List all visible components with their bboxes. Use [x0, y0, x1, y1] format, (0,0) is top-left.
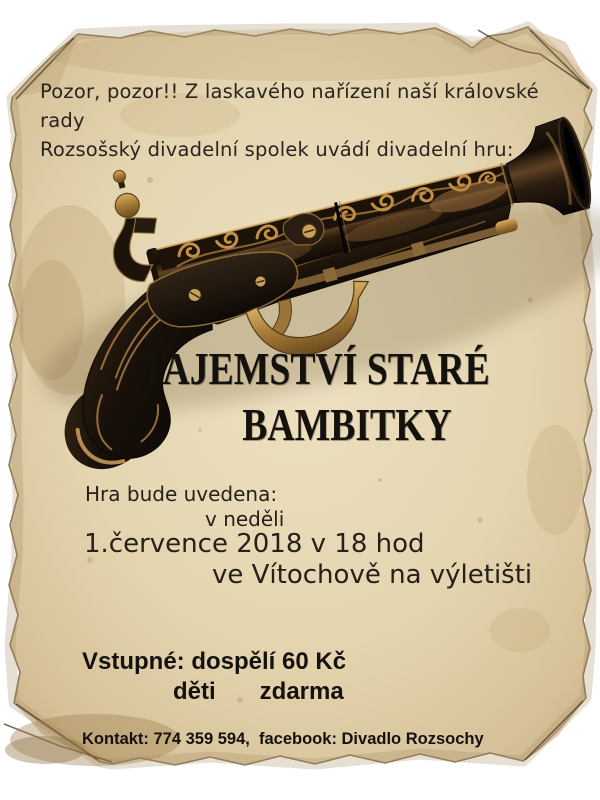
play-title-line-1: TAJEMSTVÍ STARÉ: [140, 343, 490, 394]
price-adults: Vstupné: dospělí 60 Kč: [82, 648, 347, 675]
schedule-day: v neděli: [205, 507, 285, 531]
price-children-label: děti: [173, 678, 216, 705]
intro-line-2: Rozsošský divadelní spolek uvádí divadelní hru:: [40, 138, 514, 161]
schedule-datetime: 1.července 2018 v 18 hod: [84, 529, 425, 559]
schedule-heading: Hra bude uvedena:: [85, 482, 278, 506]
intro-text: [40, 77, 585, 164]
schedule-venue: ve Vítochově na výletišti: [212, 560, 533, 590]
intro-line-1: Pozor, pozor!! Z laskavého nařízení naší královské rady: [40, 80, 539, 132]
play-title-line-2: BAMBITKY: [242, 399, 452, 450]
contact-info: Kontakt: 774 359 594, facebook: Divadlo Rozsochy: [82, 730, 484, 748]
price-children: [173, 678, 344, 706]
price-children-value: zdarma: [259, 678, 344, 705]
